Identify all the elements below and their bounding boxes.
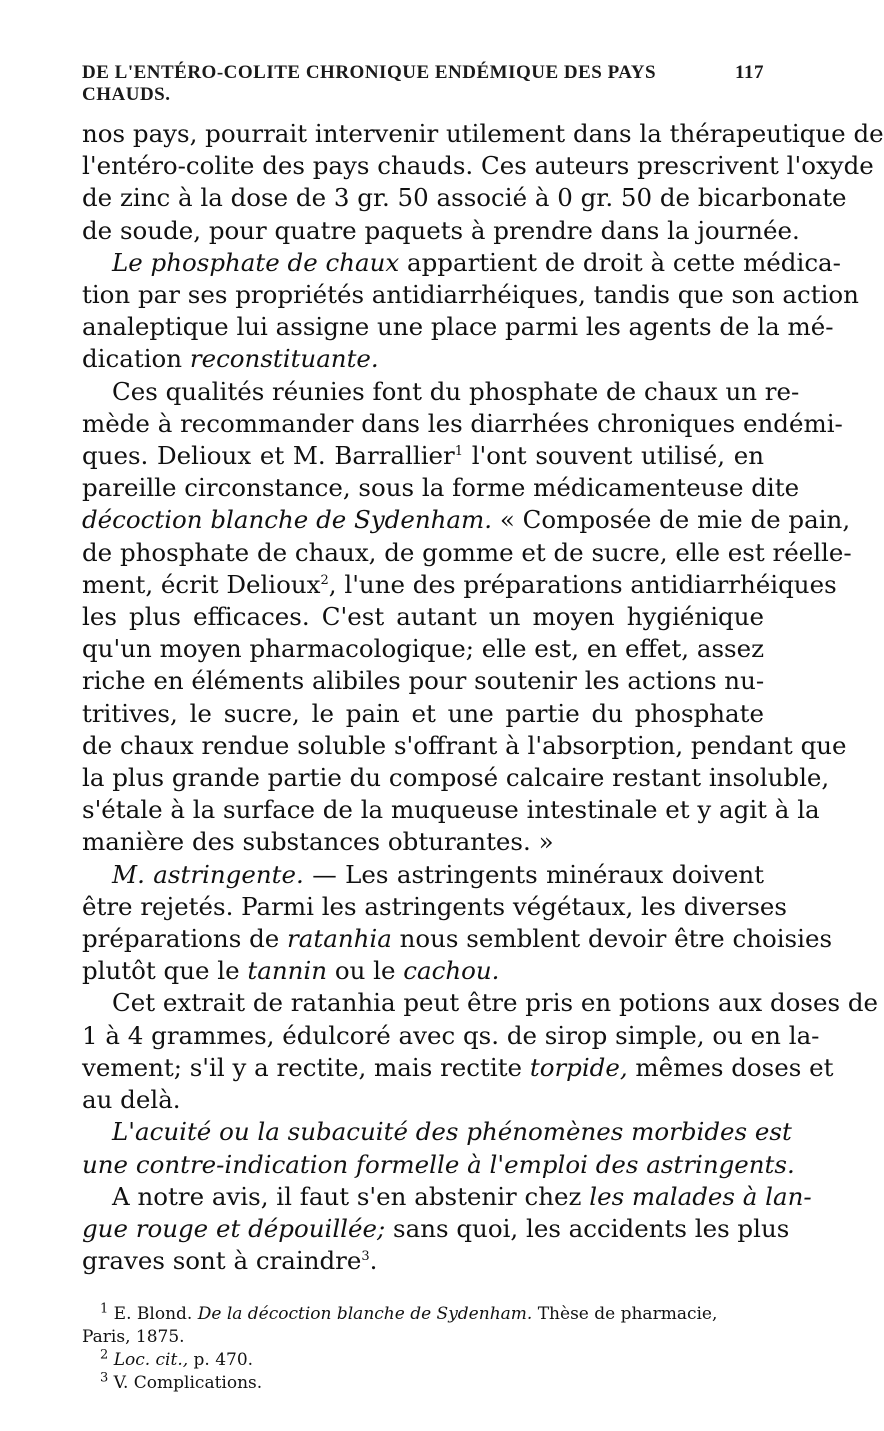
text-segment: l'entéro-colite des pays chauds. Ces auteurs prescrivent l'oxyde [82,151,874,181]
body-line [82,794,820,826]
text-segment: tannin [247,956,328,986]
text-segment: être rejetés. Parmi les astringents végétaux, les diverses [82,891,787,921]
text-segment: reconstituante. [189,344,379,374]
body-line [82,987,878,1019]
text-segment: de phosphate de chaux, de gomme et de sucre, elle est réelle- [82,537,852,567]
footnote-line [82,1372,764,1395]
body-line [82,472,800,504]
footnote-marker: 3 [361,1248,370,1264]
text-segment: — Les astringents minéraux doivent [303,859,765,889]
page-number: 117 [735,62,764,83]
text-segment: la plus grande partie du composé calcaire restant insoluble, [82,763,830,793]
body-line [82,1020,820,1052]
text-segment: , l'une des préparations antidiarrhéiques [328,569,837,599]
text-segment: . [369,1246,378,1276]
text-segment: riche en éléments alibiles pour soutenir les actions nu- [82,666,765,696]
text-segment: Paris, 1875. [82,1327,185,1348]
text-segment: de zinc à la dose de 3 gr. 50 associé à 0 gr. 50 de bicarbonate [82,183,847,213]
body-line [82,311,834,343]
footnote-line [82,1303,764,1326]
text-segment: qu'un moyen pharmacologique; elle est, en effet, assez [82,634,764,664]
text-segment: dication [82,344,190,374]
footnote-line [82,1326,764,1349]
text-segment: manière des substances obturantes. » [82,827,554,857]
text-segment: graves sont à craindre [82,1246,362,1276]
footnote-number: 2 [100,1347,109,1363]
text-segment: l'ont souvent utilisé, en [463,441,764,471]
body-line [82,1052,834,1084]
text-segment: M. astringente. [112,859,304,889]
body-line [82,343,764,375]
footnote-line [82,1349,764,1372]
text-segment: de soude, pour quatre paquets à prendre dans la journée. [82,215,800,245]
text-segment: vement; s'il y a rectite, mais rectite [82,1052,530,1082]
text-segment: « Composée de mie de pain, [492,505,851,535]
text-segment: gue rouge et dépouillée; [82,1213,386,1243]
text-segment: Cet extrait de ratanhia peut être pris en potions aux doses de [112,988,878,1018]
text-segment: sans quoi, les accidents les plus [385,1213,790,1243]
text-segment: De la décoction blanche de Sydenham. [197,1304,533,1325]
text-segment: s'étale à la surface de la muqueuse intestinale et y agit à la [82,795,820,825]
body-line [82,504,851,536]
body-line [82,440,764,472]
body-line [82,569,837,601]
text-segment: Le phosphate de chaux [112,247,400,277]
text-segment: analeptique lui assigne une place parmi les agents de la mé- [82,312,834,342]
text-segment: pareille circonstance, sous la forme médicamenteuse dite [82,473,800,503]
text-segment: plutôt que le [82,956,248,986]
text-segment: mède à recommander dans les diarrhées chroniques endémi- [82,408,843,438]
running-title: DE L'ENTÉRO-COLITE CHRONIQUE ENDÉMIQUE DES PAYS CHAUDS. [82,62,657,105]
body-line [82,1149,795,1181]
running-header [82,62,764,106]
body-line [82,247,841,279]
text-segment: tritives, le sucre, le pain et une partie du phosphate [82,698,764,728]
text-segment: V. Complications. [108,1373,263,1394]
body-text [82,118,884,1277]
body-line [82,118,884,150]
text-segment: ques. Delioux et M. Barrallier [82,441,455,471]
text-segment: Loc. cit., [113,1350,189,1371]
footnote-number: 3 [100,1370,109,1386]
body-line [82,1116,792,1148]
body-line [82,1245,764,1277]
body-line [82,601,764,633]
body-line [82,1084,764,1116]
text-segment: appartient de droit à cette médica- [399,247,841,277]
body-line [82,182,847,214]
body-line [82,762,830,794]
text-segment: tion par ses propriétés antidiarrhéiques, tandis que son action [82,280,859,310]
body-line [82,730,847,762]
body-line [82,859,764,891]
text-segment: préparations de [82,924,288,954]
body-line [82,279,859,311]
text-segment: cachou. [403,956,500,986]
text-segment: les plus efficaces. C'est autant un moyen hygiénique [82,602,764,632]
text-segment: Ces qualités réunies font du phosphate de chaux un re- [112,376,800,406]
body-line [82,215,800,247]
body-line [82,408,843,440]
footnotes [82,1303,764,1395]
body-line [82,150,874,182]
body-line [82,955,764,987]
text-segment: les malades à lan- [589,1181,812,1211]
body-line [82,1181,812,1213]
body-line [82,923,833,955]
text-segment: décoction blanche de Sydenham. [82,505,493,535]
text-segment: 1 à 4 grammes, édulcoré avec qs. de sirop simple, ou en la- [82,1020,820,1050]
body-line [82,633,764,665]
text-segment: mêmes doses et [627,1052,834,1082]
text-segment: A notre avis, il faut s'en abstenir chez [112,1181,590,1211]
footnote-marker: 2 [320,572,329,588]
text-segment: ment, écrit Delioux [82,569,321,599]
text-segment: ratanhia [287,924,392,954]
text-segment: Thèse de pharmacie, [532,1304,718,1325]
text-segment: torpide, [529,1052,628,1082]
body-line [82,376,800,408]
text-segment: au delà. [82,1085,181,1115]
text-segment: E. Blond. [108,1304,198,1325]
footnote-marker: 1 [454,443,464,459]
footnote-number: 1 [100,1301,109,1317]
text-segment: une contre-indication formelle à l'emploi des astringents. [82,1149,795,1179]
body-line [82,1213,790,1245]
text-segment: nos pays, pourrait intervenir utilement dans la thérapeutique de [82,119,884,148]
body-line [82,698,764,730]
text-segment: de chaux rendue soluble s'offrant à l'absorption, pendant que [82,730,847,760]
text-segment: L'acuité ou la subacuité des phénomènes morbides est [112,1117,792,1147]
text-segment: p. 470. [188,1350,254,1371]
body-line [82,537,852,569]
body-line [82,891,787,923]
text-segment: nous semblent devoir être choisies [391,924,833,954]
body-line [82,665,764,697]
body-line [82,826,764,858]
text-segment: ou le [327,956,404,986]
book-page [82,62,884,1395]
